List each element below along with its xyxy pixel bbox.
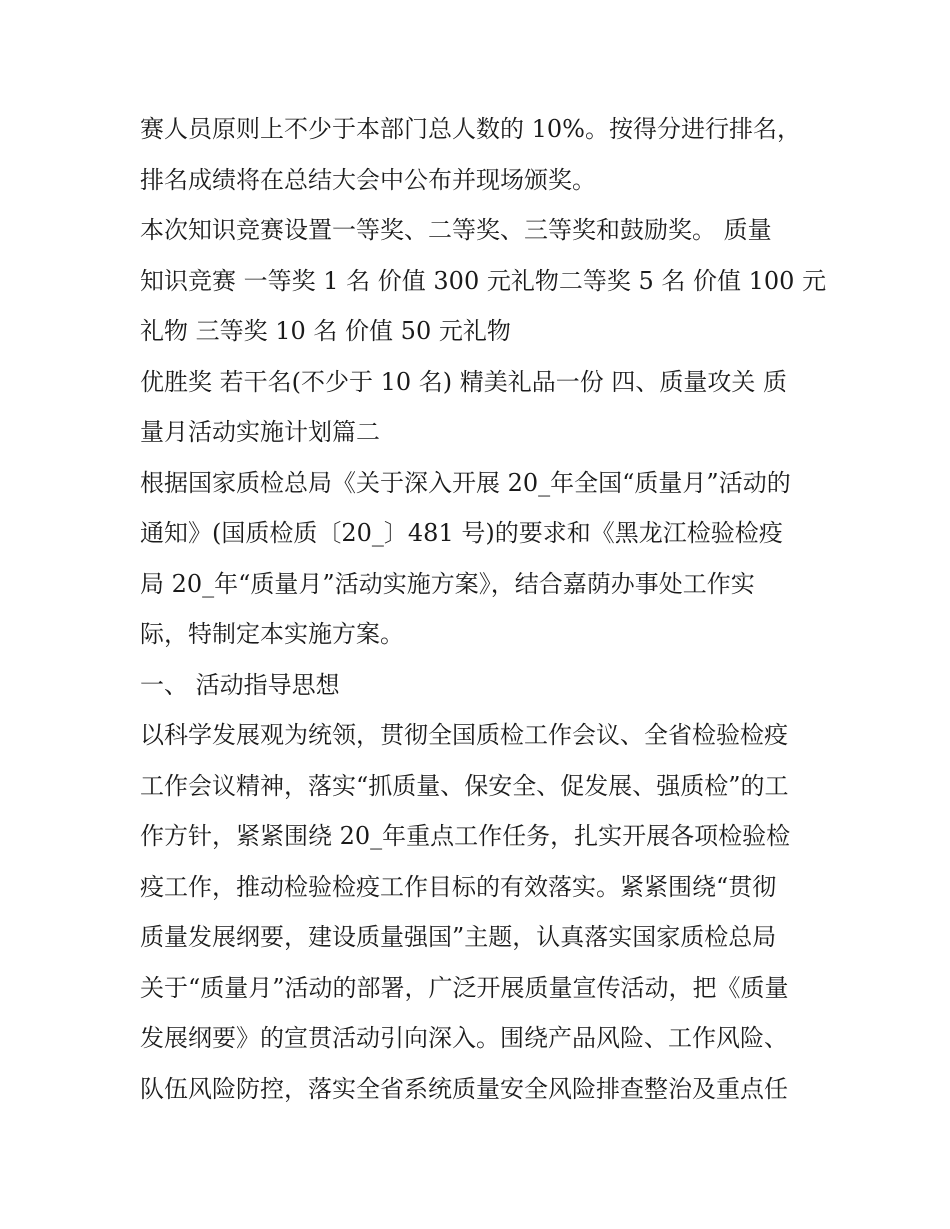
text-line: 排名成绩将在总结大会中公布并现场颁奖。 (140, 165, 596, 194)
text-line: 根据国家质检总局《关于深入开展 20_年全国“质量月”活动的 (140, 468, 791, 497)
text-line: 疫工作，推动检验检疫工作目标的有效落实。紧紧围绕“贯彻 (140, 872, 777, 901)
text-line: 通知》(国质检质〔20_〕481 号)的要求和《黑龙江检验检疫 (140, 519, 783, 547)
text-line: 优胜奖 若干名(不少于 10 名) 精美礼品一份 四、质量攻关 质 (140, 367, 788, 396)
text-line: 作方针，紧紧围绕 20_年重点工作任务，扎实开展各项检验检 (140, 822, 791, 850)
text-line: 际，特制定本实施方案。 (140, 620, 404, 648)
text-line: 量月活动实施计划篇二 (140, 418, 380, 446)
text-line: 赛人员原则上不少于本部门总人数的 10%。按得分进行排名， (140, 115, 801, 143)
text-line: 以科学发展观为统领，贯彻全国质检工作会议、全省检验检疫 (140, 721, 788, 749)
section-heading: 一、 活动指导思想 (140, 670, 340, 699)
text-line: 队伍风险防控，落实全省系统质量安全风险排查整治及重点任 (140, 1074, 788, 1103)
text-line: 知识竞赛 一等奖 1 名 价值 300 元礼物二等奖 5 名 价值 100 元 (140, 266, 827, 295)
text-line: 质量发展纲要，建设质量强国”主题，认真落实国家质检总局 (140, 923, 777, 951)
text-line: 局 20_年“质量月”活动实施方案》，结合嘉荫办事处工作实 (140, 569, 755, 598)
text-line: 发展纲要》的宣贯活动引向深入。围绕产品风险、工作风险、 (140, 1024, 788, 1052)
text-line: 本次知识竞赛设置一等奖、二等奖、三等奖和鼓励奖。 质量 (140, 216, 772, 244)
text-line: 工作会议精神，落实“抓质量、保安全、促发展、强质检”的工 (140, 771, 789, 800)
text-line: 关于“质量月”活动的部署，广泛开展质量宣传活动，把《质量 (140, 973, 789, 1002)
text-line: 礼物 三等奖 10 名 价值 50 元礼物 (140, 317, 511, 345)
body-text (140, 104, 827, 1114)
